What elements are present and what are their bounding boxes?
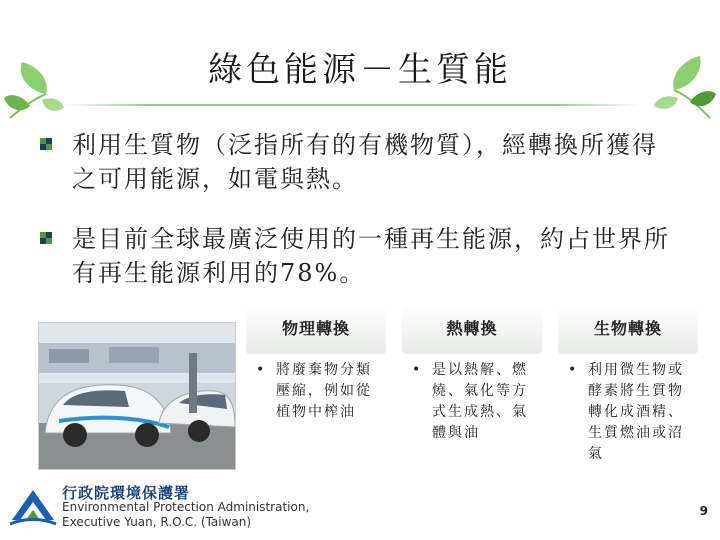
org-name-en-line1: Environmental Protection Administration, bbox=[62, 500, 310, 514]
bullet-dot: • bbox=[568, 362, 579, 378]
column-heading: 熱轉換 bbox=[402, 304, 542, 354]
bullet-dot: • bbox=[256, 362, 267, 378]
epa-mountain-logo-icon bbox=[8, 480, 58, 530]
column-body bbox=[558, 360, 698, 465]
org-name-zh: 行政院環境保護署 bbox=[62, 484, 191, 502]
bullet-item bbox=[40, 222, 680, 290]
column-body bbox=[246, 360, 386, 423]
bullet-text: 是目前全球最廣泛使用的一種再生能源，約占世界所有再生能源利用的78%。 bbox=[72, 225, 670, 287]
org-name-en-line2: Executive Yuan, R.O.C. (Taiwan) bbox=[62, 515, 252, 529]
page-number: 9 bbox=[699, 504, 708, 518]
column-text: 利用微生物或酵素將生質物轉化成酒精、生質燃油或沼氣 bbox=[588, 362, 684, 462]
column-biological bbox=[558, 304, 698, 484]
slide-title: 綠色能源－生質能 bbox=[208, 50, 512, 90]
bullet-text: 利用生質物（泛指所有的有機物質），經轉換所獲得之可用能源，如電與熱。 bbox=[72, 131, 658, 193]
conversion-methods bbox=[246, 304, 716, 484]
column-body bbox=[402, 360, 542, 444]
column-thermal bbox=[402, 304, 542, 484]
column-heading: 物理轉換 bbox=[246, 304, 386, 354]
column-text: 將廢棄物分類壓縮，例如從植物中榨油 bbox=[276, 362, 372, 420]
square-bullet-icon bbox=[40, 232, 52, 244]
title-divider bbox=[62, 104, 642, 106]
electric-cars-photo bbox=[38, 322, 236, 470]
org-name-en bbox=[62, 500, 309, 530]
column-text: 是以熱解、燃燒、氣化等方式生成熱、氣體與油 bbox=[432, 362, 528, 441]
bullet-item bbox=[40, 128, 680, 196]
bullet-dot: • bbox=[412, 362, 423, 378]
column-physical bbox=[246, 304, 386, 484]
square-bullet-icon bbox=[40, 138, 52, 150]
column-heading: 生物轉換 bbox=[558, 304, 698, 354]
